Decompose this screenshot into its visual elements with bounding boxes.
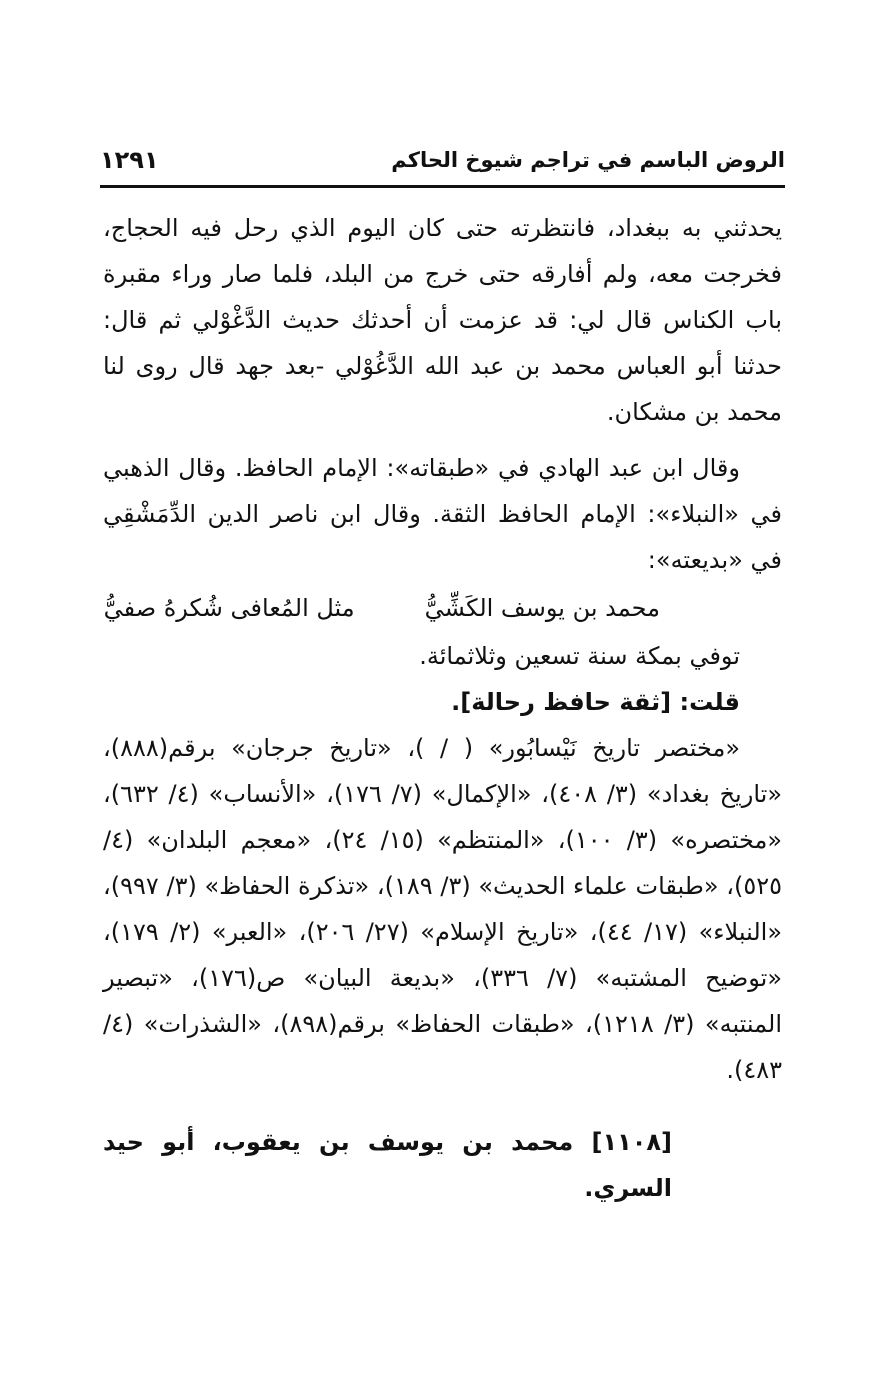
verse-second-hemistich: مثل المُعافى شُكرهُ صفيُّ [103,594,355,622]
paragraph-scholar-opinions: وقال ابن عبد الهادي في «طبقاته»: الإمام الحافظ. وقال الذهبي في «النبلاء»: الإمام الحافظ الثقة. وقال ابن ناصر الدين الدِّمَشْقِي في «بديعته»: [103,454,782,574]
book-title: الروض الباسم في تراجم شيوخ الحاكم [391,148,785,172]
paragraph-narration: يحدثني به ببغداد، فانتظرته حتى كان اليوم الذي رحل فيه الحجاج، فخرجت معه، ولم أفارقه حتى خرج من البلد، فلما صار وراء مقبرة باب الكناس قال لي: قد عزمت أن أحدثك حديث الدَّغْوْلي ثم قال: حدثنا أبو العباس محمد بن عبد الله الدَّغُوْلي -بعد جهد قال روى لنا محمد بن مشكان. [103,214,782,426]
poem-verse [103,585,782,631]
death-note: توفي بمكة سنة تسعين وثلاثمائة. [419,642,740,670]
next-entry-heading: [١١٠٨] محمد بن يوسف بن يعقوب، أبو حيد السري. [103,1128,672,1202]
sources-list: «مختصر تاريخ نَيْسابُور» ( / )، «تاريخ جرجان» برقم(٨٨٨)، «تاريخ بغداد» (٣/ ٤٠٨)، «الإكمال» (٧/ ١٧٦)، «الأنساب» (٤/ ٦٣٢)، «مختصره» (٣/ ١٠٠)، «المنتظم» (١٥/ ٢٤)، «معجم البلدان» (٤/ ٥٢٥)، «طبقات علماء الحديث» (٣/ ١٨٩)، «تذكرة الحفاظ» (٣/ ٩٩٧)، «النبلاء» (١٧/ ٤٤)، «تاريخ الإسلام» (٢٧/ ٢٠٦)، «العبر» (٢/ ١٧٩)، «توضيح المشتبه» (٧/ ٣٣٦)، «بديعة البيان» ص(١٧٦)، «تبصير المنتبه» (٣/ ١٢١٨)، «طبقات الحفاظ» برقم(٨٩٨)، «الشذرات» (٤/ ٤٨٣). [103,734,783,1084]
author-verdict: قلت: [ثقة حافظ رحالة]. [451,688,740,716]
page-number: ١٢٩١ [100,146,159,174]
verse-first-hemistich: محمد بن يوسف الكَشِّيُّ [424,594,660,622]
header-rule [100,185,785,188]
main-text [103,205,782,1211]
running-header [100,146,785,180]
